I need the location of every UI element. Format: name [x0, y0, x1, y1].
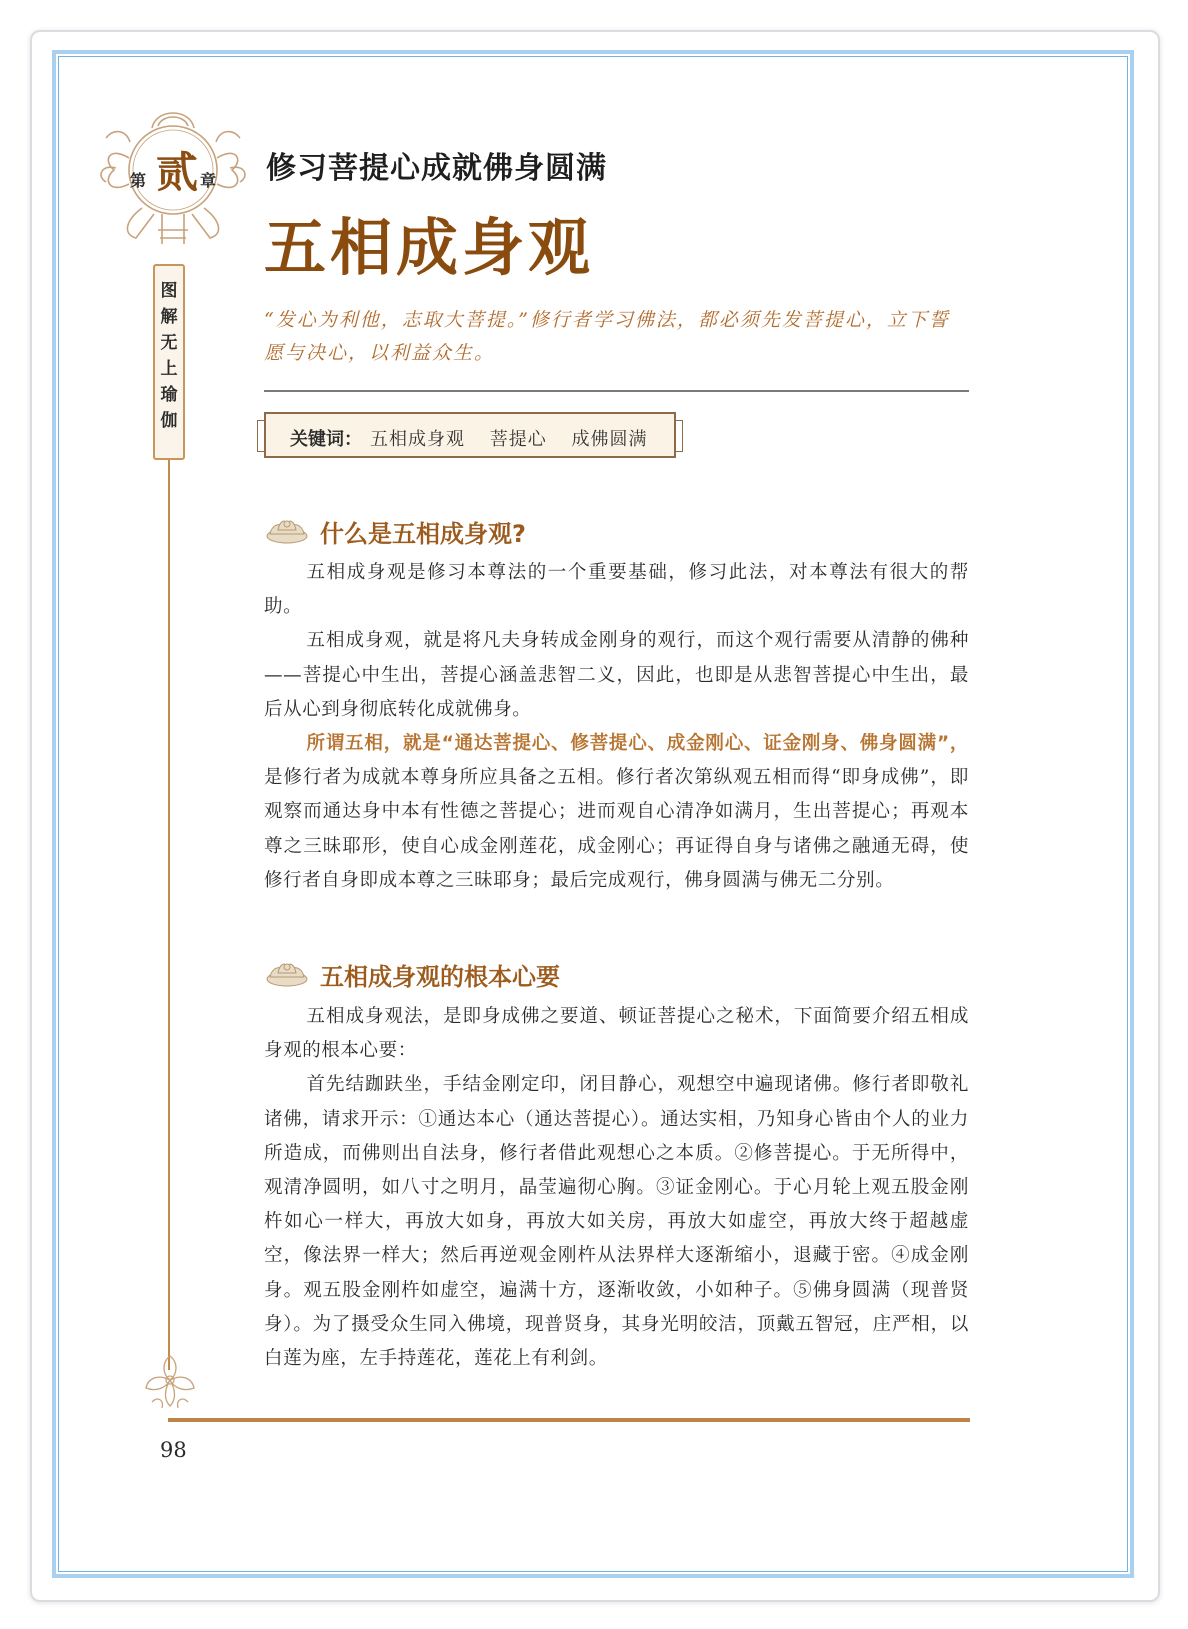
- paragraph-text: 是修行者为成就本尊身所应具备之五相。修行者次第纵观五相而得“即身成佛”，即观察而通达身中本有性德之菩提心；进而观自心清净如满月，生出菩提心；再观本尊之三昧耶形，使自心成金刚莲花，成金刚心；再证得自身与诸佛之融通无碍，使修行者自身即成本尊之三昧耶身；最后完成观行，佛身圆满与佛无二分别。: [264, 767, 969, 891]
- chapter-number: 贰: [156, 148, 199, 197]
- footer-divider: [168, 1418, 970, 1422]
- keyword-item: 五相成身观: [370, 429, 465, 450]
- section-2-body: [264, 1000, 969, 1376]
- chapter-prefix: 第: [130, 171, 147, 190]
- keywords-list: [370, 425, 665, 451]
- chapter-emblem: [92, 98, 254, 248]
- paragraph: 首先结跏趺坐，手结金刚定印，闭目静心，观想空中遍现诸佛。修行者即敬礼诸佛，请求开示：①通达本心（通达菩提心）。通达实相，乃知身心皆由个人的业力所造成，而佛则出自法身，修行者借此观想心之本质。②修菩提心。于无所得中，观清净圆明，如八寸之明月，晶莹遍彻心胸。③证金刚心。于心月轮上观五股金刚杵如心一样大，再放大如身，再放大如关房，再放大如虚空，再放大终于超越虚空，像法界一样大；然后再逆观金刚杵从法界样大逐渐缩小，退藏于密。④成金刚身。观五股金刚杵如虚空，遍满十方，逐渐收敛，小如种子。⑤佛身圆满（现普贤身）。为了摄受众生同入佛境，现普贤身，其身光明皎洁，顶戴五智冠，庄严相，以白莲为座，左手持莲花，莲花上有利剑。: [264, 1074, 969, 1370]
- intro-quote: “发心为利他，志取大菩提。”修行者学习佛法，都必须先发菩提心，立下誓愿与决心，以利益众生。: [264, 309, 950, 364]
- keywords-label: 关键词：: [290, 429, 362, 450]
- lotus-section-icon: [264, 955, 310, 989]
- section-1-body: [264, 556, 969, 898]
- series-char: 无: [160, 333, 178, 353]
- series-title: [155, 278, 183, 434]
- paragraph: 五相成身观法，是即身成佛之要道、顿证菩提心之秘术，下面简要介绍五相成身观的根本心要：: [264, 1006, 969, 1062]
- series-tab: [153, 264, 185, 460]
- chapter-suffix: 章: [200, 171, 217, 190]
- page-title: 五相成身观: [264, 211, 595, 284]
- paragraph: 五相成身观是修习本尊法的一个重要基础，修习此法，对本尊法有很大的帮助。: [264, 562, 969, 618]
- page-number: 98: [160, 1438, 187, 1462]
- paragraph: 五相成身观，就是将凡夫身转成金刚身的观行，而这个观行需要从清静的佛种——菩提心中生出，菩提心涵盖悲智二义，因此，也即是从悲智菩提心中生出，最后从心到身彻底转化成就佛身。: [264, 630, 969, 720]
- flower-ornament-icon: [140, 1348, 200, 1416]
- series-char: 伽: [160, 411, 178, 431]
- paragraph: [264, 727, 969, 898]
- section-title: 什么是五相成身观?: [320, 520, 526, 548]
- series-char: 图: [160, 281, 178, 301]
- highlight-text: 所谓五相，就是“通达菩提心、修菩提心、成金刚心、证金刚身、佛身圆满”，: [306, 733, 969, 755]
- section-title: 五相成身观的根本心要: [320, 963, 560, 991]
- series-char: 瑜: [160, 385, 178, 405]
- side-divider: [168, 460, 170, 1370]
- keywords-box: [264, 412, 676, 458]
- series-char: 上: [160, 359, 178, 379]
- lotus-section-icon: [264, 512, 310, 546]
- intro-divider: [264, 390, 969, 392]
- page-subtitle: 修习菩提心成就佛身圆满: [266, 151, 607, 186]
- keyword-item: 成佛圆满: [571, 429, 648, 450]
- series-char: 解: [160, 307, 178, 327]
- keyword-item: 菩提心: [489, 429, 547, 450]
